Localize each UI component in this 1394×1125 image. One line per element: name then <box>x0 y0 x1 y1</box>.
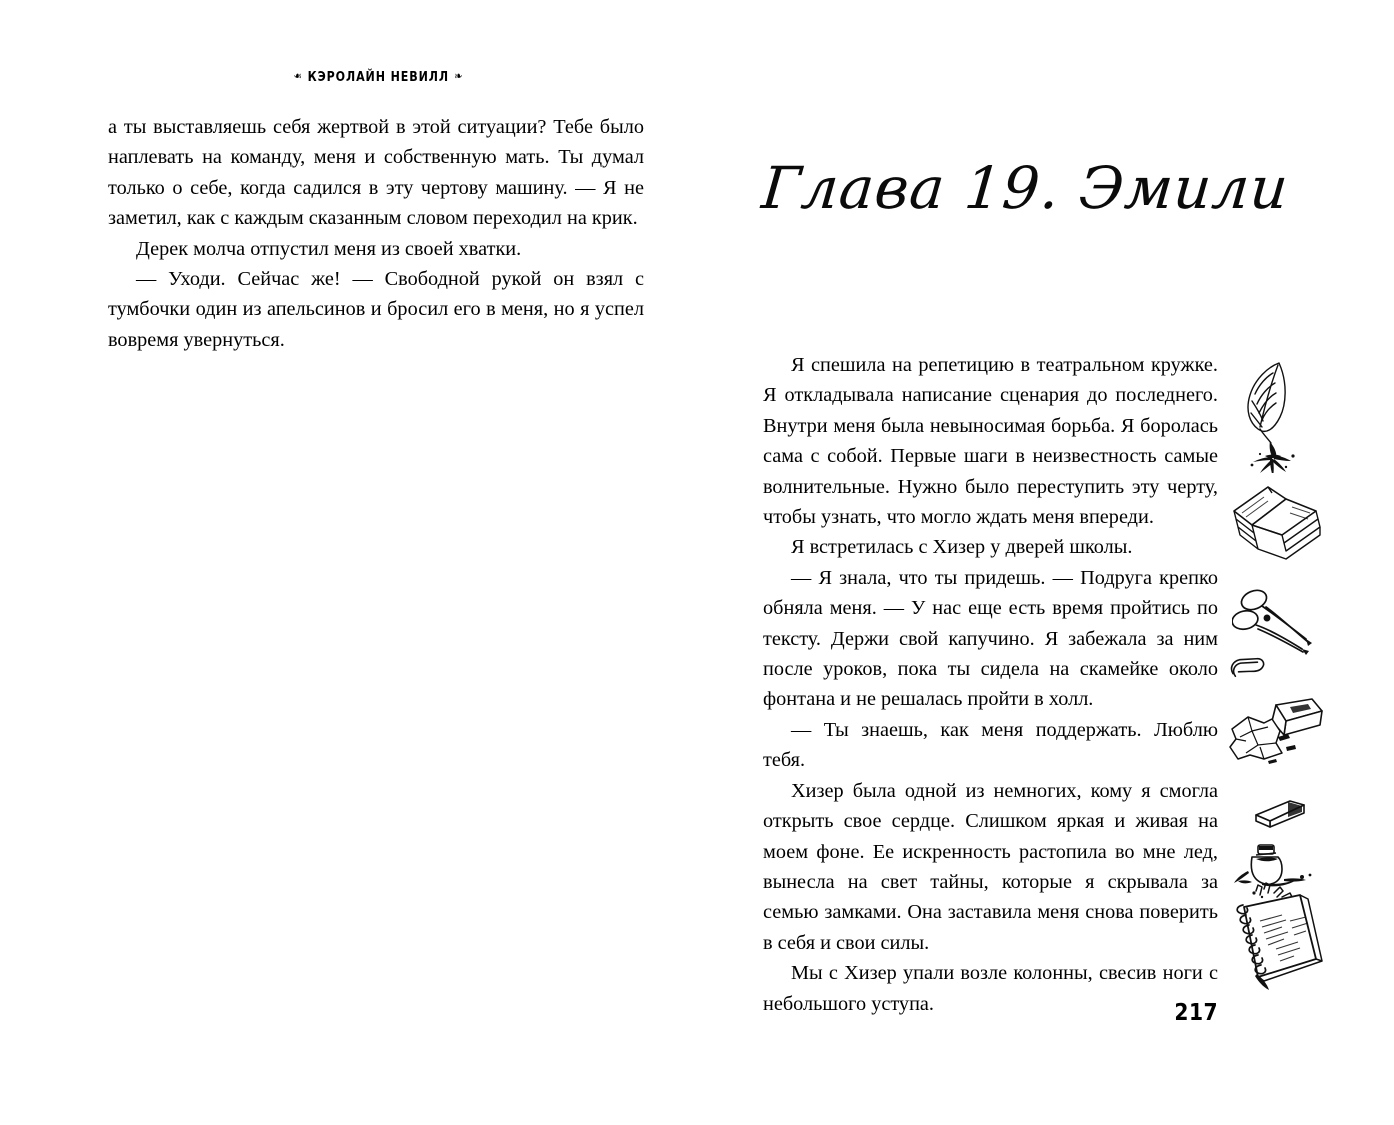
quill-pen-ink-splatter-doodle <box>1238 355 1308 473</box>
paragraph: — Я знала, что ты придешь. — Подруга крепко обняла меня. — У нас еще есть время пройтись по тексту. Держи свой капучино. Я забежала за ним после уроков, пока ты сидела на скамейке около фонтана и не решалась пройти в холл. <box>763 566 1218 711</box>
margin-illustration-strip <box>1224 355 1344 995</box>
right-page <box>697 0 1394 1125</box>
paragraph: — Уходи. Сейчас же! — Свободной рукой он взял с тумбочки один из апельсинов и бросил его в меня, но я успел вовремя увернуться. <box>108 268 644 351</box>
paragraph: Я встретилась с Хизер у дверей школы. <box>791 536 1133 559</box>
eraser-doodle <box>1250 795 1310 829</box>
paragraph: Дерек молча отпустил меня из своей хватки. <box>136 237 522 260</box>
paragraph: а ты выставляешь себя жертвой в этой ситуации? Тебе было наплевать на команду, меня и собственную мать. Ты думал только о себе, когда садился в эту чертову машину. — Я не заметил, как с каждым сказанным словом переходил на крик. <box>108 116 644 230</box>
scissors-doodle <box>1232 587 1324 663</box>
open-book-doodle <box>1228 481 1324 571</box>
right-page-text-column <box>763 350 1218 1019</box>
paragraph: Я спешила на репетицию в театральном кружке. Я откладывала написание сценария до последнего. Внутри меня была невыносимая борьба. Я боролась сама с собой. Первые шаги в неизвестность самые волнительные. Нужно было переступить эту черту, чтобы узнать, что могло ждать меня впереди. <box>763 354 1218 529</box>
paragraph: Мы с Хизер упали возле колонны, свесив ноги с небольшого уступа. <box>763 962 1218 1015</box>
running-head-label: КЭРОЛАЙН НЕВИЛЛ <box>307 69 449 85</box>
page-number: 217 <box>1174 1000 1218 1026</box>
running-head <box>108 68 648 86</box>
paper-clip-doodle <box>1226 653 1270 687</box>
stapler-crumpled-paper-doodle <box>1224 697 1328 785</box>
chapter-title: Глава 19. Эмили <box>759 154 1292 222</box>
paragraph: — Ты знаешь, как меня поддержать. Люблю тебя. <box>763 718 1218 772</box>
leaf-ornament-icon: ❧ <box>453 68 465 84</box>
left-page-text-column <box>108 112 644 355</box>
paragraph: Хизер была одной из немногих, кому я смогла открыть свое сердце. Слишком яркая и живая на моем фоне. Ее искренность растопила во мне лед, вынесла на свет тайны, которые я скрывала за семью замками. Она заставила меня снова поверить в себя и свои силы. <box>763 779 1218 954</box>
leaf-ornament-icon: ❧ <box>291 68 303 84</box>
spiral-notebook-doodle <box>1224 881 1336 993</box>
